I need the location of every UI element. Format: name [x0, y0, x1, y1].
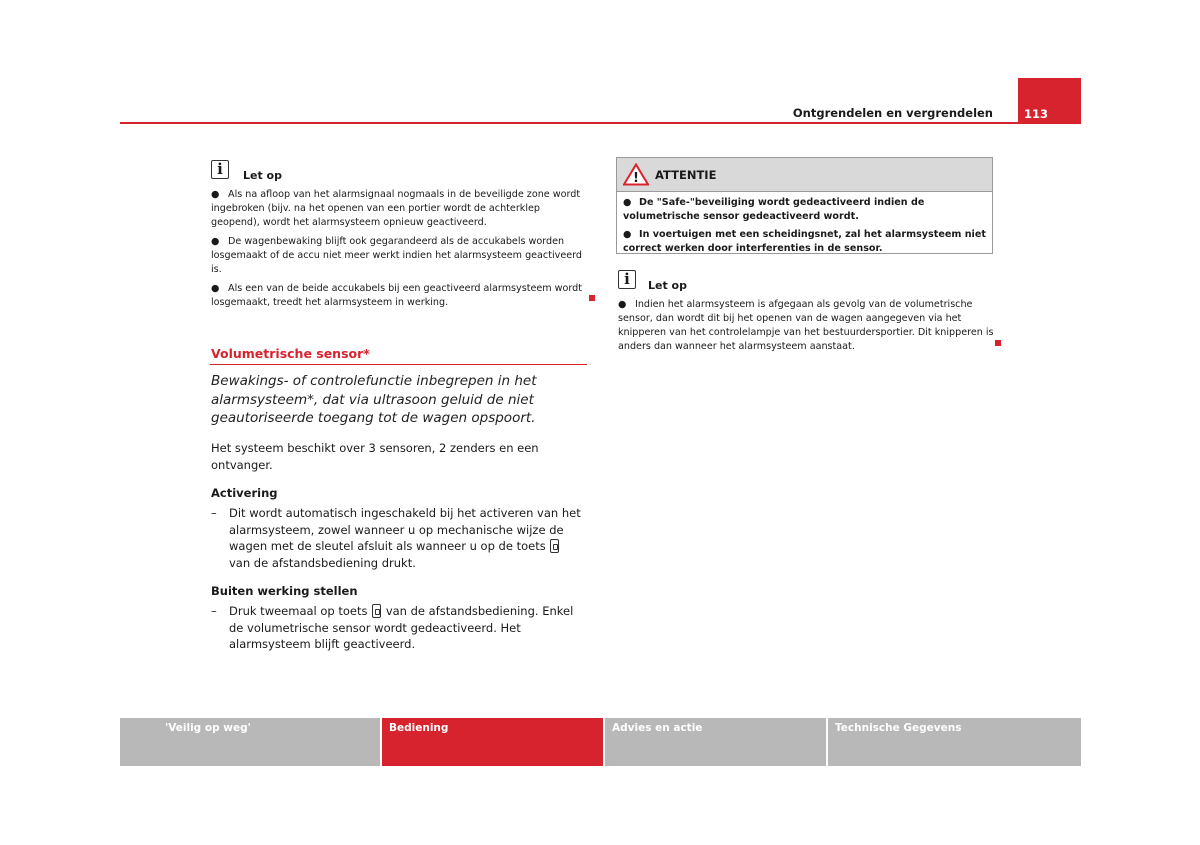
- end-marker-icon: [589, 295, 595, 301]
- attention-header: [617, 158, 992, 192]
- tab-technische-gegevens[interactable]: Technische Gegevens: [828, 718, 1081, 766]
- lock-key-icon: [550, 539, 559, 553]
- section-intro: Bewakings- of controlefunctie inbegrepen in het alarmsysteem*, dat via ultrasoon geluid de niet geautoriseerde toegang tot de wagen opspoort.: [211, 373, 537, 426]
- note-title: Let op: [243, 169, 282, 182]
- note-item: ● De wagenbewaking blijft ook gegarandeerd als de accukabels worden losgemaakt of de accu niet meer werkt indien het alarmsysteem geactiveerd is.: [211, 236, 582, 275]
- section-heading: Volumetrische sensor*: [211, 346, 370, 361]
- deactivation-title: Buiten werking stellen: [211, 584, 358, 598]
- activation-step: – Dit wordt automatisch ingeschakeld bij het activeren van het alarmsysteem, zowel wanneer u op mechanische wijze de wagen met de sleutel afsluit als wanneer u op de toets van de afstandsbediening drukt.: [211, 506, 581, 570]
- attention-title: ATTENTIE: [655, 168, 717, 182]
- page-number: 113: [1024, 107, 1049, 121]
- end-marker-icon: [995, 340, 1001, 346]
- deactivation-block: [211, 584, 583, 653]
- note-item: ● Als een van de beide accukabels bij een geactiveerd alarmsysteem wordt losgemaakt, treedt het alarmsysteem in werking.: [211, 283, 583, 308]
- left-note: [211, 157, 591, 315]
- note-item: ● Als na afloop van het alarmsignaal nogmaals in de beveiligde zone wordt ingebroken (bijv. na het openen van een portier wordt de achterklep geopend), wordt het alarmsysteem opnieuw geactiveerd.: [211, 189, 581, 228]
- tab-bediening[interactable]: Bediening: [382, 718, 603, 766]
- lock-key-icon: [372, 604, 381, 618]
- section-rule: [210, 364, 587, 365]
- right-note: [618, 267, 994, 359]
- header-rule: [120, 122, 1020, 124]
- warning-triangle-icon: [623, 163, 649, 186]
- info-icon: i: [618, 270, 636, 289]
- section-body: Het systeem beschikt over 3 sensoren, 2 zenders en een ontvanger.: [211, 441, 539, 472]
- note-item: ● Indien het alarmsysteem is afgegaan als gevolg van de volumetrische sensor, dan wordt dit bij het openen van de wagen aangegeven via het knipperen van het controlelampje van het bestuurdersportier. Dit knipperen is anders dan wanneer het alarmsysteem aanstaat.: [618, 299, 994, 352]
- activation-title: Activering: [211, 486, 278, 500]
- page-header-title: Ontgrendelen en vergrendelen: [792, 106, 993, 120]
- attention-item: ● In voertuigen met een scheidingsnet, zal het alarmsysteem niet correct werken door interferenties in de sensor.: [623, 229, 986, 254]
- info-icon: i: [211, 160, 229, 179]
- tab-advies-en-actie[interactable]: Advies en actie: [605, 718, 826, 766]
- deactivation-step: – Druk tweemaal op toets van de afstandsbediening. Enkel de volumetrische sensor wordt gedeactiveerd. Het alarmsysteem blijft geactiveerd.: [211, 604, 574, 651]
- page-number-box: [1018, 78, 1081, 124]
- tab-veilig-op-weg[interactable]: 'Veilig op weg': [120, 718, 380, 766]
- attention-box: [616, 157, 993, 254]
- attention-item: ● De "Safe-"beveiliging wordt gedeactiveerd indien de volumetrische sensor gedeactiveerd wordt.: [623, 197, 925, 222]
- svg-text:!: !: [633, 171, 639, 186]
- note-title: Let op: [648, 279, 687, 292]
- activation-block: [211, 486, 583, 571]
